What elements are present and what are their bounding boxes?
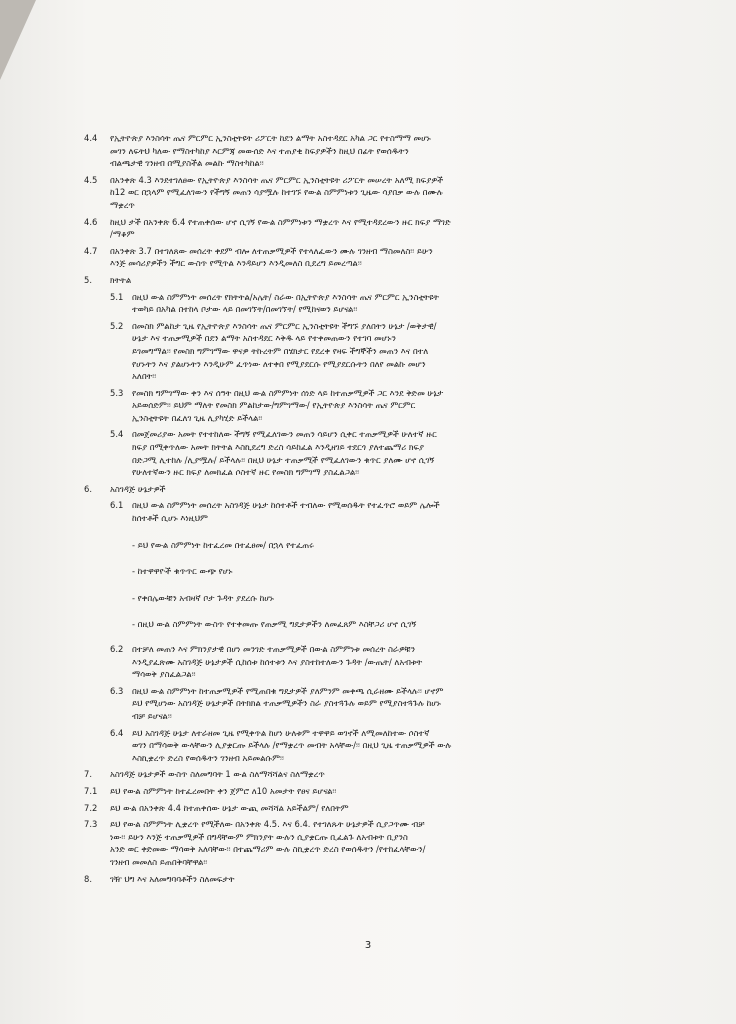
clause: [84, 132, 680, 170]
text-line: መገን ለፍትህ ካለው የማስተካከያ እርምጃ መውሰድ እና ተጠያቂ ከፍያዎችን ከዚህ በፊት የወሰዱትን: [110, 145, 409, 156]
clause: [84, 216, 680, 241]
clause-text: [110, 483, 680, 496]
clause-number: 7.1: [84, 785, 98, 796]
text-line: አይወሰድም፡፡ ይህም ማለት የመስክ ምልከታው/ግምገማው/ የኢትዮጵያ እንስሳት ጤና ምርምር: [132, 400, 416, 411]
clause-text: [110, 132, 680, 170]
clause-text: [110, 216, 680, 241]
clause: [84, 483, 680, 496]
clause-number: 6.3: [110, 685, 124, 696]
bullet-item: - ይህ የውል ስምምነት ከተፈረመ በተፈፀመ/ በኋላ የተፈጠሩ: [132, 539, 314, 550]
text-line: አለበት፡፡: [132, 371, 157, 382]
text-line: በመስክ ምልከታ ጊዜ የኢትዮጵያ እንስሳት ጤና ምርምር ኢንስቲትዩት ችግኙ ያለበትን ሁኔታ /ወቅታዊ/: [132, 320, 437, 331]
clause: [110, 499, 680, 524]
clause: [84, 768, 680, 781]
clause: [84, 274, 680, 287]
clause-number: 7.2: [84, 802, 98, 813]
text-line: በመጀመሪያው አመት የተተከለው ችግኝ የሚፈለገውን መጠን ሳይሆን ሲቀር ተጠቃሚዎች ሁለተኛ ዙር: [132, 429, 437, 440]
text-line: በአንቀጽ 3.7 በተገለጸው መሰረት ቀደም ብሎ ለተጠቃሚዎች የተላለፈውን ሙሉ ገንዘብ ማስመለስ፡፡ ይሁን: [110, 245, 433, 256]
text-line: /ማቆም: [110, 229, 135, 240]
clause: [84, 174, 680, 212]
document-body: [84, 128, 680, 885]
text-line: አስገዳጅ ሁኔታዎች: [110, 483, 166, 494]
clause-text: [110, 245, 680, 270]
text-line: በድጋሚ ሊተከሉ /ሊያሟሉ/ ይችላሉ፡፡ በዚህ ሁኔታ ተጠቃሚች የሚፈለገውን ቁጥር ያለሙ ሆኖ ሲገኝ: [132, 454, 435, 465]
clause-number: 5.: [84, 274, 92, 285]
text-line: ከዚህ ታች በአንቀጽ 6.4 የተጠቀሰው ሆኖ ሲገኝ የውል ስምምነቱን ማቋረጥ እና የሚተዳደረውን ዙር ክፍያ ማገድ: [110, 216, 451, 227]
text-line: አስገዳጅ ሁኔታዎች ውስጥ ስለመግባት 1 ውል ስለማሻሻልና ስለማቋረጥ: [110, 769, 325, 780]
clause-number: 4.7: [84, 245, 98, 256]
clause-text: [110, 274, 680, 287]
text-line: የሁለተኛውን ዙር ክፍያ ለመክፈል ሶስተኛ ዙር የመስክ ግምገማ ያስፈልጋል፡፡: [132, 467, 360, 478]
clause-number: 4.5: [84, 174, 98, 185]
clause-text: [132, 727, 680, 765]
text-line: ክፍያ በሚቀጥለው አመት ክትትል እስኪደረግ ድረስ ሳይከፈል እንዲዘገይ ተደርጎ ያለተጨማሪ ክፍያ: [132, 442, 424, 453]
text-line: ብቻ ይሆናል፡፡: [132, 710, 172, 721]
clause-number: 7.: [84, 769, 92, 780]
text-line: ተወካይ በአካል በተከላ ቦታው ላይ በመገኘት/በመገኘት/ የሚከናወን ይሆናል፡፡: [132, 304, 358, 315]
text-line: በዚህ ውል ስምምነት ከተጠቃሚዎች የሚጠበቁ ግዴታዎች ያለምንም መቀጫ ሲራዘሙ ይችላሉ፡፡ ሆኖም: [132, 685, 444, 696]
text-line: የመስክ ግምገማው ቀን እና ሰዓት በዚህ ውል ስምምነት ሰነድ ላይ ከተጠቃሚዎች ጋር እንደ ቅድመ ሁኔታ: [132, 387, 444, 398]
text-line: እንጅ መሳሪያዎችን ችግር ውስጥ የሚጥል እንዳይሆን እንዲመለስ ቢደረግ ይመረጣል፡፡: [110, 258, 362, 269]
text-line: ማሳወቅ ያስፈልጋል፡፡: [132, 669, 196, 680]
clause: [110, 387, 680, 425]
bullet-item: - በዚህ ውል ስምምነት ውስጥ የተቀመጡ የጠቃሚ ግዴታዎችን ለመፈጸም እስቸጋሪ ሆኖ ሲገኝ: [132, 619, 417, 630]
text-line: ክትትል: [110, 274, 132, 285]
bullet-item: - የቀበሌውቹን አብዛኛ ቦታ ጉዳት ያደረሱ ከሆኑ: [132, 592, 274, 603]
text-line: ብልጫታዊ ገንዘብ በሚያስችል መልኩ ማስተካከል፡፡: [110, 158, 264, 169]
clause-number: 4.6: [84, 216, 98, 227]
text-line: ይህ ውል በአንቀጽ 4.4 ከተጠቀሰው ሁኔታ ውጪ መሻሻል አይችልም/ የለበትም: [110, 802, 349, 813]
text-line: የሆኑትን እና ያልሆኑትን እንዲሁም ፈጥነው ለተቀበ የሚያደርሱ የሚያደርሱትን በለየ መልኩ መሆን: [132, 358, 426, 369]
text-line: ከ12 ወር በኋላም የሚፈለገውን የችግኝ መጠን ሳያሟሉ ከተገኙ የውል ስምምነቱን ጊዜው ሳያበቃ ውሉ በሙሉ: [110, 187, 443, 198]
clause-text: [110, 174, 680, 212]
clause: [110, 685, 680, 723]
clause-text: [132, 291, 680, 316]
text-line: አንድ ወር ቀድመው ማሳወቅ አለባቸው፡፡ በተጨማሪም ውሉ ስኪቋረጥ ድረስ የወሰዱትን /የተከፈላቸውን/: [110, 844, 426, 855]
clause-number: 5.1: [110, 291, 124, 302]
text-line: ይህ አስገዳጅ ሁኔታ ለተራዘመ ጊዜ የሚቀጥል ከሆነ ሁለቱም ተዋዋይ ወገኖች ለሚመለከተው ሶስተኛ: [132, 727, 430, 738]
clause-number: 6.: [84, 483, 92, 494]
text-line: ገዥ ህግ እና አለመግባባቶችን ስለመፍታት: [110, 873, 235, 884]
text-line: ማቋረጥ: [110, 199, 135, 210]
text-line: እስኪቋረጥ ድረስ የወሰዱትን ገንዘብ አይመልሱም፡፡: [132, 752, 284, 763]
clause-number: 6.1: [110, 500, 124, 511]
clause-text: [110, 768, 680, 781]
text-line: ይህ የሚሆነው አስገዳጅ ሁኔታዎች በትክክል ተጠቃሚዎችን ስራ ያስተጓጉሉ ወይም የሚያስተጓጉሉ ከሆኑ: [132, 698, 441, 709]
text-line: በዚህ ውል ስምምነት መሰረት የክትትል/አሌት/ ስራው በኢትዮጵያ እንስሳት ጤና ምርምር ኢንስቲትዩት: [132, 291, 439, 302]
clause-text: [110, 818, 680, 868]
bullet-item: - ከተዋዋዮች ቁጥጥር ውጭ የሆኑ: [132, 566, 233, 577]
clause-number: 5.4: [110, 429, 124, 440]
text-line: ይህ የውል ስምምነት ከተፈረመበት ቀን ጀምሮ ለ10 አመታት የፀና ይሆናል፡፡: [110, 785, 337, 796]
clause-number: 6.2: [110, 644, 124, 654]
text-line: በዚህ ውል ስምምነት መሰረት አስገዳጅ ሁኔታ ከሰተቶች ተብለው የሚወሰዱት የተፈጥሮ ወይም ሌሎች: [132, 500, 440, 511]
text-line: በተቻለ መጠን እና ምክንያታዊ በሆነ መንገድ ተጠቃሚዎች በውል ስምምነቱ መሰረት ስራዎቹን: [132, 644, 415, 654]
clause: [84, 785, 680, 798]
page-number: 3: [364, 940, 372, 951]
clause-number: 8.: [84, 873, 92, 884]
clause: [110, 428, 680, 478]
text-line: ገንዘብ መመለስ ይጠበቅባቸዋል፡፡: [110, 856, 208, 867]
clause-number: 5.2: [110, 320, 124, 331]
clause-text: [110, 802, 680, 815]
text-line: ነው፡፡ ይሁን እንጅ ተጠቃሚዎች በግዳቸውም ምክንያት ውሉን ሲያቋርጡ ቢፈልጉ ለአብቱት ቢያንስ: [110, 831, 408, 842]
clause-text: [110, 785, 680, 798]
clause-number: 7.3: [84, 819, 98, 830]
clause-text: [132, 643, 680, 681]
folded-corner: [0, 0, 36, 80]
text-line: ይገመግማል፡፡ የመስክ ግምገማው ዋናዎ ትኩረትም በሄክታር የደረቀ የዛፍ ችግኞችን መጠን እና በተለ: [132, 345, 429, 356]
clause: [110, 320, 680, 383]
text-line: እንዲያፈጽሙ አስገዳጅ ሁኔታዎች ሲከሰቱ ከሰተቱን እና ያስተከተለውን ጉዳት /ውጤት/ ለአብቱት: [132, 656, 423, 667]
clause: [84, 802, 680, 815]
text-line: የኢትዮጵያ እንስሳት ጤና ምርምር ኢንስቲትዩት ሪፖርት ከደን ልማት አስተዳደር አካል ጋር የተስማማ መሆኑ: [110, 133, 431, 143]
clause: [110, 291, 680, 316]
clause-text: [110, 873, 680, 886]
clause-text: [132, 428, 680, 478]
clause-text: [132, 387, 680, 425]
clause-text: [132, 685, 680, 723]
clause: [110, 727, 680, 765]
clause-number: 5.3: [110, 387, 124, 398]
clause: [110, 643, 680, 681]
clause: [84, 245, 680, 270]
clause: [84, 873, 680, 886]
text-line: ከሰተቶች ሲሆኑ እነዚህም: [132, 513, 208, 524]
clause-number: 6.4: [110, 727, 124, 738]
text-line: በአንቀጽ 4.3 እንደተገለፀው የኢትዮጵያ እንስሳት ጤና ምርምር ኢንስቲትዩት ሪፖርት መሠረት አለሚ ክፍያዎች: [110, 174, 444, 185]
clause-text: [132, 499, 680, 524]
text-line: ወገን በማሳወቅ ውላቸውን ሊያቋርጡ ይችላሉ /የማቋረጥ መብት አላቸው/፡፡ በዚህ ጊዜ ተጠቃሚዎች ውሉ: [132, 740, 452, 751]
clause-number: 4.4: [84, 133, 98, 143]
text-line: ይህ የውል ስምምነት ሊቋረጥ የሚችለው በአንቀጽ 4.5. እና 6.4. የተገለጹት ሁኔታዎች ሲያጋጥሙ ብቻ: [110, 819, 425, 830]
clause-text: [132, 320, 680, 383]
text-line: ሁኔታ እና ተጠቃሚዎች በደን ልማት አስተዳደር እቅዱ ላይ የተቀመጠውን የተገባ መሆኑን: [132, 333, 396, 344]
text-line: ኢንስቲትዩት በፈለገ ጊዜ ሊያካሂድ ይችላል፡፡: [132, 412, 263, 423]
clause: [84, 818, 680, 868]
